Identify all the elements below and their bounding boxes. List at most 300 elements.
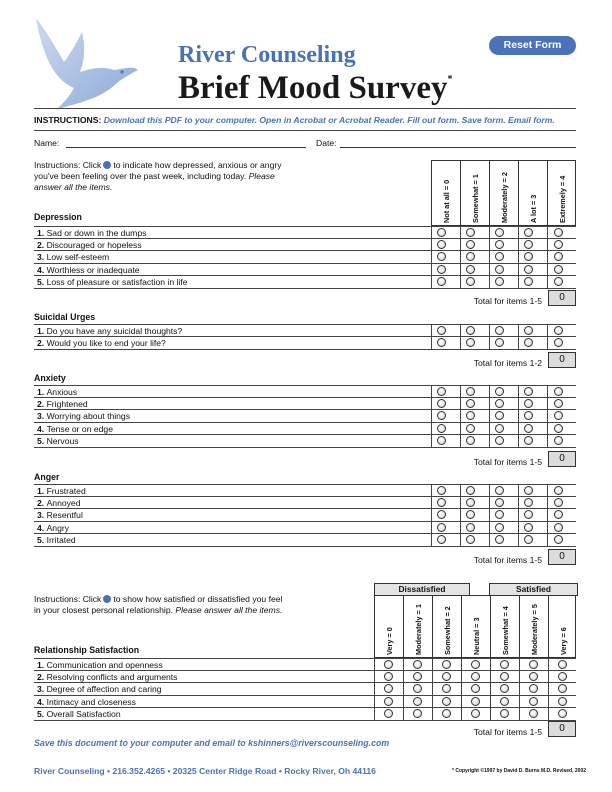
radio-option-6[interactable]	[558, 709, 567, 718]
column-separator	[548, 659, 549, 671]
total-label: Total for items 1-5	[473, 727, 542, 737]
column-separator	[518, 534, 519, 546]
survey-row	[34, 707, 576, 721]
survey-row	[34, 508, 576, 521]
column-label: A lot = 3	[529, 194, 538, 223]
radio-option-4[interactable]	[554, 252, 563, 261]
column-separator	[548, 596, 549, 657]
radio-option-1[interactable]	[466, 535, 475, 544]
reset-form-button[interactable]: Reset Form	[489, 36, 576, 55]
column-separator	[519, 659, 520, 671]
column-separator	[460, 161, 461, 225]
radio-option-5[interactable]	[529, 684, 538, 693]
radio-option-4[interactable]	[554, 411, 563, 420]
radio-option-3[interactable]	[524, 535, 533, 544]
radio-option-0[interactable]	[437, 228, 446, 237]
radio-option-4[interactable]	[554, 436, 563, 445]
radio-option-2[interactable]	[442, 672, 451, 681]
radio-option-3[interactable]	[524, 510, 533, 519]
column-separator	[431, 337, 432, 349]
column-label: Somewhat = 2	[443, 606, 452, 655]
item-text	[37, 671, 177, 683]
item-text	[37, 485, 86, 497]
survey-row	[34, 250, 576, 263]
radio-option-0[interactable]	[384, 672, 393, 681]
radio-dot-icon	[103, 595, 111, 603]
radio-option-4[interactable]	[500, 660, 509, 669]
radio-option-1[interactable]	[466, 510, 475, 519]
column-separator	[518, 423, 519, 435]
column-separator	[489, 239, 490, 251]
item-text	[37, 276, 187, 288]
item-text	[37, 410, 130, 422]
column-separator	[547, 423, 548, 435]
radio-option-0[interactable]	[437, 523, 446, 532]
instructions-divider	[34, 130, 576, 131]
column-separator	[547, 485, 548, 497]
item-number: 1.	[37, 387, 47, 397]
item-number: 2.	[37, 240, 47, 251]
radio-option-1[interactable]	[466, 387, 475, 396]
radio-option-3[interactable]	[524, 277, 533, 286]
radio-option-2[interactable]	[495, 252, 504, 261]
radio-option-2[interactable]	[495, 523, 504, 532]
radio-option-2[interactable]	[495, 265, 504, 274]
radio-option-0[interactable]	[437, 411, 446, 420]
column-separator	[518, 435, 519, 447]
item-number: 4.	[37, 696, 47, 707]
radio-option-1[interactable]	[413, 660, 422, 669]
radio-option-1[interactable]	[466, 326, 475, 335]
radio-option-1[interactable]	[466, 338, 475, 347]
column-separator	[519, 683, 520, 695]
radio-option-0[interactable]	[437, 387, 446, 396]
radio-option-6[interactable]	[558, 672, 567, 681]
radio-option-2[interactable]	[495, 387, 504, 396]
radio-option-4[interactable]	[554, 228, 563, 237]
radio-option-4[interactable]	[554, 338, 563, 347]
radio-option-0[interactable]	[437, 510, 446, 519]
column-separator	[547, 435, 548, 447]
item-number: 1.	[37, 326, 47, 336]
radio-option-1[interactable]	[466, 228, 475, 237]
radio-option-4[interactable]	[554, 326, 563, 335]
column-separator	[519, 671, 520, 683]
radio-option-2[interactable]	[495, 277, 504, 286]
name-label: Name:	[34, 138, 60, 148]
column-separator	[518, 509, 519, 521]
radio-option-6[interactable]	[558, 660, 567, 669]
item-text	[37, 497, 81, 509]
radio-option-1[interactable]	[466, 486, 475, 495]
radio-option-6[interactable]	[558, 697, 567, 706]
radio-option-3[interactable]	[524, 411, 533, 420]
radio-option-4[interactable]	[554, 510, 563, 519]
column-separator	[431, 423, 432, 435]
total-label: Total for items 1-5	[473, 296, 542, 306]
item-text	[37, 435, 79, 447]
radio-option-6[interactable]	[558, 684, 567, 693]
column-separator	[518, 239, 519, 251]
radio-option-2[interactable]	[495, 424, 504, 433]
item-text	[37, 683, 162, 695]
radio-option-4[interactable]	[500, 697, 509, 706]
radio-option-3[interactable]	[524, 399, 533, 408]
column-separator	[518, 276, 519, 288]
item-label: Intimacy and closeness	[46, 696, 136, 707]
radio-option-2[interactable]	[495, 510, 504, 519]
radio-option-3[interactable]	[471, 684, 480, 693]
radio-option-4[interactable]	[554, 523, 563, 532]
column-separator	[460, 497, 461, 509]
column-separator	[518, 410, 519, 422]
email-instruction: Save this document to your computer and email to kshinners@riverscounseling.com	[34, 738, 390, 748]
radio-option-2[interactable]	[495, 240, 504, 249]
radio-option-1[interactable]	[466, 498, 475, 507]
radio-option-3[interactable]	[524, 228, 533, 237]
column-separator	[518, 485, 519, 497]
column-separator	[431, 497, 432, 509]
column-label: Extremely = 4	[558, 175, 567, 223]
column-separator	[547, 534, 548, 546]
radio-option-0[interactable]	[437, 277, 446, 286]
survey-row	[34, 385, 576, 398]
radio-option-4[interactable]	[554, 535, 563, 544]
radio-option-4[interactable]	[554, 387, 563, 396]
item-label: Tense or on edge	[46, 423, 113, 434]
radio-option-2[interactable]	[495, 436, 504, 445]
column-separator	[519, 596, 520, 657]
column-separator	[432, 671, 433, 683]
part2-column-header	[374, 595, 576, 658]
radio-option-2[interactable]	[495, 399, 504, 408]
item-text	[37, 659, 163, 671]
survey-row	[34, 226, 576, 239]
radio-option-3[interactable]	[524, 523, 533, 532]
item-label: Frightened	[46, 399, 88, 410]
group-satisfied: Satisfied	[489, 583, 578, 596]
column-separator	[460, 337, 461, 349]
column-separator	[547, 522, 548, 534]
item-label: Would you like to end your life?	[46, 338, 166, 349]
column-separator	[431, 325, 432, 337]
radio-option-0[interactable]	[437, 486, 446, 495]
item-number: 3.	[37, 252, 47, 263]
column-separator	[489, 251, 490, 263]
item-text	[37, 522, 69, 534]
column-separator	[460, 251, 461, 263]
part1-instructions: Instructions: Click to indicate how depressed, anxious or angry you've been feeling over the past week, including today. Please answer all the items.	[34, 160, 282, 192]
survey-row	[34, 484, 576, 497]
column-separator	[374, 708, 375, 720]
item-number: 2.	[37, 498, 47, 509]
column-separator	[374, 659, 375, 671]
header-divider	[34, 108, 576, 109]
column-separator	[518, 386, 519, 398]
radio-option-3[interactable]	[524, 338, 533, 347]
column-label: Moderately = 2	[500, 172, 509, 223]
column-separator	[547, 276, 548, 288]
date-field[interactable]	[340, 147, 576, 148]
column-separator	[489, 522, 490, 534]
column-separator	[489, 386, 490, 398]
radio-option-1[interactable]	[413, 684, 422, 693]
column-separator	[489, 227, 490, 239]
radio-option-4[interactable]	[554, 277, 563, 286]
item-number: 5.	[37, 708, 47, 719]
radio-option-0[interactable]	[437, 265, 446, 274]
column-separator	[374, 696, 375, 708]
radio-option-1[interactable]	[466, 277, 475, 286]
radio-option-1[interactable]	[466, 240, 475, 249]
radio-option-2[interactable]	[495, 338, 504, 347]
column-separator	[489, 325, 490, 337]
column-separator	[431, 239, 432, 251]
radio-option-4[interactable]	[554, 498, 563, 507]
radio-option-1[interactable]	[413, 697, 422, 706]
radio-option-2[interactable]	[442, 697, 451, 706]
group-dissatisfied: Dissatisfied	[374, 583, 470, 596]
radio-option-0[interactable]	[384, 684, 393, 693]
radio-option-4[interactable]	[500, 684, 509, 693]
radio-option-3[interactable]	[524, 486, 533, 495]
radio-option-1[interactable]	[466, 424, 475, 433]
radio-option-0[interactable]	[437, 424, 446, 433]
survey-row	[34, 521, 576, 534]
radio-option-1[interactable]	[466, 523, 475, 532]
column-separator	[489, 509, 490, 521]
column-separator	[460, 534, 461, 546]
total-label: Total for items 1-2	[473, 358, 542, 368]
column-separator	[432, 596, 433, 657]
radio-option-3[interactable]	[471, 697, 480, 706]
radio-option-2[interactable]	[442, 684, 451, 693]
column-separator	[432, 659, 433, 671]
survey-row	[34, 670, 576, 683]
radio-option-4[interactable]	[554, 486, 563, 495]
column-separator	[460, 239, 461, 251]
radio-option-3[interactable]	[524, 424, 533, 433]
radio-option-3[interactable]	[471, 672, 480, 681]
item-label: Irritated	[46, 534, 76, 545]
column-separator	[489, 423, 490, 435]
survey-row	[34, 434, 576, 448]
radio-option-3[interactable]	[524, 252, 533, 261]
column-separator	[490, 708, 491, 720]
radio-option-2[interactable]	[442, 709, 451, 718]
contact-info: River Counseling • 216.352.4265 • 20325 Center Ridge Road • Rocky River, Oh 44116	[34, 766, 376, 776]
radio-option-2[interactable]	[495, 326, 504, 335]
radio-option-3[interactable]	[524, 498, 533, 507]
column-separator	[519, 696, 520, 708]
column-separator	[489, 276, 490, 288]
item-text	[37, 423, 113, 435]
radio-option-0[interactable]	[437, 399, 446, 408]
column-separator	[489, 398, 490, 410]
column-separator	[489, 161, 490, 225]
column-separator	[460, 435, 461, 447]
item-text	[37, 264, 140, 276]
radio-option-0[interactable]	[437, 338, 446, 347]
item-label: Communication and openness	[46, 660, 163, 670]
item-number: 3.	[37, 411, 47, 422]
item-text	[37, 337, 166, 349]
column-separator	[518, 264, 519, 276]
column-label: Not at all = 0	[442, 179, 451, 223]
item-number: 1.	[37, 660, 47, 670]
column-separator	[460, 423, 461, 435]
column-separator	[548, 683, 549, 695]
radio-option-3[interactable]	[524, 265, 533, 274]
column-separator	[431, 522, 432, 534]
item-text	[37, 325, 182, 337]
column-separator	[460, 410, 461, 422]
column-separator	[490, 659, 491, 671]
section-title: Suicidal Urges	[34, 312, 96, 322]
item-label: Resolving conflicts and arguments	[46, 672, 178, 683]
radio-option-1[interactable]	[466, 399, 475, 408]
column-separator	[548, 708, 549, 720]
column-separator	[461, 596, 462, 657]
radio-option-2[interactable]	[495, 498, 504, 507]
column-separator	[489, 497, 490, 509]
radio-option-3[interactable]	[524, 240, 533, 249]
radio-option-3[interactable]	[524, 326, 533, 335]
radio-option-4[interactable]	[554, 265, 563, 274]
column-separator	[460, 386, 461, 398]
radio-option-5[interactable]	[529, 672, 538, 681]
item-label: Sad or down in the dumps	[46, 228, 147, 238]
radio-option-0[interactable]	[384, 697, 393, 706]
radio-option-0[interactable]	[437, 240, 446, 249]
item-text	[37, 239, 142, 251]
radio-option-0[interactable]	[437, 498, 446, 507]
radio-option-1[interactable]	[413, 672, 422, 681]
item-label: Loss of pleasure or satisfaction in life	[46, 276, 188, 287]
item-label: Do you have any suicidal thoughts?	[46, 326, 183, 336]
column-separator	[431, 509, 432, 521]
radio-option-0[interactable]	[437, 436, 446, 445]
item-number: 4.	[37, 264, 47, 275]
total-value-box: 0	[548, 451, 576, 467]
total-value-box: 0	[548, 549, 576, 565]
radio-option-2[interactable]	[495, 535, 504, 544]
column-separator	[489, 534, 490, 546]
radio-option-5[interactable]	[529, 660, 538, 669]
radio-option-2[interactable]	[495, 486, 504, 495]
survey-row	[34, 533, 576, 547]
item-number: 3.	[37, 510, 47, 521]
column-separator	[460, 264, 461, 276]
dove-logo-icon	[30, 14, 142, 112]
radio-dot-icon	[103, 161, 111, 169]
radio-option-1[interactable]	[466, 411, 475, 420]
column-label: Very = 0	[385, 627, 394, 655]
organization-name: River Counseling	[178, 42, 356, 68]
column-separator	[461, 671, 462, 683]
radio-option-3[interactable]	[524, 387, 533, 396]
item-label: Frustrated	[46, 486, 86, 496]
column-label: Very = 6	[559, 627, 568, 655]
column-separator	[518, 251, 519, 263]
radio-option-1[interactable]	[466, 252, 475, 261]
column-separator	[547, 386, 548, 398]
survey-row	[34, 658, 576, 671]
item-text	[37, 534, 76, 546]
radio-option-3[interactable]	[471, 709, 480, 718]
radio-option-5[interactable]	[529, 709, 538, 718]
item-number: 1.	[37, 486, 47, 496]
item-label: Degree of affection and caring	[46, 684, 162, 695]
column-separator	[460, 276, 461, 288]
column-separator	[547, 251, 548, 263]
column-separator	[461, 659, 462, 671]
survey-row	[34, 263, 576, 276]
column-separator	[460, 227, 461, 239]
radio-option-0[interactable]	[437, 252, 446, 261]
radio-option-4[interactable]	[500, 672, 509, 681]
part2-instructions: Instructions: Click to show how satisfied or dissatisfied you feel in your closest personal relationship. Please answer all the items.	[34, 594, 283, 615]
name-field[interactable]	[66, 147, 306, 148]
radio-option-1[interactable]	[413, 709, 422, 718]
item-number: 2.	[37, 672, 47, 683]
section-title: Depression	[34, 212, 82, 222]
radio-option-3[interactable]	[471, 660, 480, 669]
radio-option-2[interactable]	[495, 411, 504, 420]
column-separator	[547, 227, 548, 239]
column-separator	[431, 534, 432, 546]
radio-option-0[interactable]	[384, 660, 393, 669]
column-separator	[518, 161, 519, 225]
column-separator	[403, 683, 404, 695]
radio-option-1[interactable]	[466, 436, 475, 445]
survey-row	[34, 275, 576, 289]
radio-option-4[interactable]	[500, 709, 509, 718]
radio-option-0[interactable]	[437, 535, 446, 544]
radio-option-4[interactable]	[554, 240, 563, 249]
radio-option-0[interactable]	[437, 326, 446, 335]
radio-option-4[interactable]	[554, 399, 563, 408]
item-label: Worthless or inadequate	[46, 264, 140, 275]
column-separator	[489, 410, 490, 422]
column-separator	[431, 227, 432, 239]
radio-option-3[interactable]	[524, 436, 533, 445]
survey-row	[34, 336, 576, 350]
column-separator	[547, 239, 548, 251]
column-separator	[403, 659, 404, 671]
column-separator	[489, 485, 490, 497]
item-label: Worrying about things	[46, 411, 130, 422]
column-label: Moderately = 5	[530, 604, 539, 655]
radio-option-1[interactable]	[466, 265, 475, 274]
column-separator	[431, 410, 432, 422]
copyright-note: * Copyright ©1997 by David D. Burns M.D. Revised, 2002	[452, 768, 587, 774]
column-separator	[547, 497, 548, 509]
total-value-box: 0	[548, 290, 576, 306]
radio-option-4[interactable]	[554, 424, 563, 433]
radio-option-2[interactable]	[442, 660, 451, 669]
column-separator	[547, 337, 548, 349]
item-text	[37, 398, 88, 410]
column-separator	[547, 264, 548, 276]
radio-option-5[interactable]	[529, 697, 538, 706]
radio-option-2[interactable]	[495, 228, 504, 237]
radio-option-0[interactable]	[384, 709, 393, 718]
column-separator	[518, 398, 519, 410]
column-separator	[461, 683, 462, 695]
column-separator	[547, 398, 548, 410]
column-separator	[403, 696, 404, 708]
